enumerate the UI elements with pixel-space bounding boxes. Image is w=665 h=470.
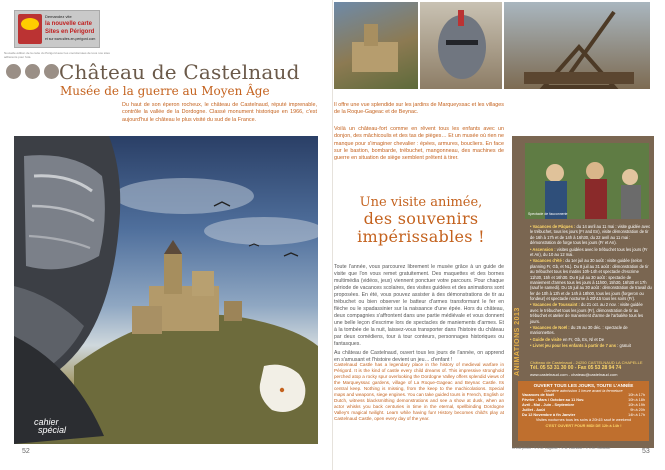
contact-block	[530, 360, 652, 377]
animation-item-text: du 14 avril au 11 mai : visite guidée avec le trébuchet, tous les jours (Fr and En), visite démonstration de tir de 16h à 17h et de 14h à 16h30, du 22 avril au 11 mai : démonstration de forge tous les jours (Fr et An).	[530, 224, 651, 246]
animation-item	[530, 343, 652, 348]
dot	[6, 64, 21, 79]
animation-item-title: • Guide de visite	[530, 336, 562, 342]
castle-armor-photo	[14, 136, 318, 444]
heading-line2: des souvenirs	[363, 209, 479, 229]
animation-item-text: du 1er juil au 30 août : visite guidée (selon planning Fr, Gb, et NL). Du 8 juil au 31 août : démonstration de tir au trébuchet tous les matins 10h-14h et spectacle d'escrime 11h30, 15h et 16h30. Du 8 juil au 30 août : spectacle de maniement d'armes tous les jours à 11h00, 15h30, 16h30 et 17h (sauf le samedi). Du 15 juil au 30 août : démonstration de travail du fer de 10h à 13h et de 14h à 18h00, tous les jours (forgeron ou fondeur) et spectacle nocturne à 20h15 tous les soirs (Fr).	[530, 258, 652, 302]
hours-time: 10h à 17h	[628, 393, 645, 398]
page-title: Château de Castelnaud	[59, 60, 300, 84]
hours-period: Avril - Mai - Juin - Septembre	[522, 403, 575, 408]
animation-item-title: • Vacances de Noël :	[530, 325, 570, 331]
hours-period: Février - Mars / Octobre au 11 Nov.	[522, 398, 585, 403]
animations-vertical-label	[513, 226, 527, 376]
animation-item-text: en Fr, Gb, Es, Nl et De	[561, 336, 605, 342]
trebuchet-photo	[504, 2, 650, 89]
animation-item	[530, 325, 652, 336]
falconry-illustration	[525, 143, 649, 219]
falconry-photo	[525, 143, 649, 219]
heading-line3: impérissables !	[357, 226, 485, 246]
knight-helmet-photo	[420, 2, 502, 89]
castle-description-paragraph: Voilà un château-fort comme en rêvent tous les enfants avec un donjon, des mâchicoulis et des tas de pièges… Et un musée où rien ne manque pour s'imaginer chevalier : épées, armures, boucliers. En face sur le bastion, bombarde, trébuchet, mangonneau, des machines de guerre en situation de siège semblent prêtent à tirer.	[334, 126, 504, 162]
page-number-left: 52	[22, 448, 30, 455]
visit-body-text	[334, 264, 504, 364]
page-number-right: 53	[642, 448, 650, 455]
page-subtitle: Musée de la guerre au Moyen Âge	[60, 84, 270, 98]
hours-time: 9h à 20h	[630, 408, 645, 413]
hours-subtitle: Dernière admission 1 heure avant la fermeture	[544, 388, 623, 393]
ad-line1: Demandez vite	[45, 14, 72, 19]
ad-line4: et sur www.sites-en-perigord.com	[45, 37, 96, 41]
contact-phone[interactable]: Tél. 05 53 31 30 00 - Fax 05 53 28 94 74	[530, 365, 622, 372]
animation-item	[530, 247, 652, 258]
contact-name: Château de Castelnaud - 24250 CASTELNAUD LA CHAPELLE	[530, 360, 643, 365]
dot	[25, 64, 40, 79]
ad-caption: Nouvelle édition de la carte du Périgord avec les coordonnées de tous nos sites adhérents pour l'été.	[4, 51, 110, 59]
photo-credit: Crédit photo : © J.M. Lagarde - © B. Lachaud - © J.M. Rabasse	[512, 446, 611, 450]
hours-period: Juillet - Août	[522, 408, 545, 413]
cahier-special-logo	[34, 418, 66, 434]
knight-helmet-illustration	[420, 2, 502, 89]
hours-table	[518, 393, 649, 418]
cahier-line2: spécial	[38, 425, 67, 436]
castle-aerial-photo	[334, 2, 418, 89]
hours-time: 10h à 19h	[628, 403, 645, 408]
animation-item	[530, 258, 652, 301]
animation-item-text: du 21 oct. au 2 nov. : visite guidée avec le trébuchet tous les jours (Fr), démonstration de tir au trébuchet et atelier de maniement d'arme de l'arbalète tous les jours.	[530, 302, 644, 324]
animation-item-title: • Vacances de Pâques :	[530, 224, 576, 229]
michelin-badge-icon	[21, 18, 39, 30]
animations-list	[530, 224, 652, 350]
section-heading	[346, 196, 496, 245]
dot	[44, 64, 59, 79]
animation-item-title: • Vacances d'été :	[530, 258, 565, 264]
intro-paragraph: Du haut de son éperon rocheux, le château de Castelnaud, réputé imprenable, contrôle la vallée de la Dordogne. Classé monument historique en 1966, c'est aujourd'hui le château le plus visité du sud de la France.	[122, 102, 317, 123]
hours-period: Vacances de Noël	[522, 393, 555, 398]
trebuchet-illustration	[504, 2, 650, 89]
section-dots	[6, 64, 59, 79]
hours-foot: C'EST OUVERT POUR MIDI DE 12h à 14h !	[545, 423, 622, 428]
ad-line3: Sites en Périgord	[45, 29, 95, 35]
heading-line1: Une visite animée,	[359, 195, 483, 210]
hours-time: 10h à 18h	[628, 398, 645, 403]
hours-note: Visites nocturnes tous les soirs à 20h15 sauf le weekend	[535, 418, 632, 423]
animation-item-text: du 26 au 30 déc. : spectacle de marionnettes.	[530, 325, 628, 336]
english-summary: Castelnaud Castle has a legendary place in the history of medieval warfare in Périgord. It is the kind of castle every child dreams of. This impressive stronghold perched atop a rocky spur overlooking the Dordogne Valley offers splendid views of the Marqueyssac gardens, village of La Roque-Gageac and Beynac Castle. Its central keep. Nothing is missing, from the keep to the machicolations. Special maps and weapons, siege engines. You can take guided tours in French, English or Dutch, witness blacksmithing demonstrations and see a show at dusk, when an actor whisks you back centuries in time in the eternal, spellbinding Dordogne Valley's magical twilight. Learn while having fun! History becomes child's play at Castelnaud Castle, open every day of the year.	[334, 362, 504, 421]
contact-web[interactable]: www.castelnaud.com - chateau@castelnaud.com	[530, 371, 618, 377]
castle-aerial-illustration	[334, 2, 418, 89]
gutter	[332, 0, 333, 470]
animation-item-text: : gratuit	[616, 343, 631, 349]
animation-item-title: • Vacances de Toussaint :	[530, 302, 580, 308]
animation-item	[530, 337, 652, 342]
right-intro-paragraph: Il offre une vue splendide sur les jardins de Marqueyssac et les villages de la Roque-Gageac et de Beynac.	[334, 102, 504, 116]
hours-time: 14h à 17h	[628, 413, 645, 418]
animation-item	[530, 224, 652, 246]
falconry-caption: Spectacle de fauconnerie	[528, 212, 568, 216]
body-paragraph: Toute l'année, vous parcourez librement le musée grâce à un guide de visite que l'on vous remet gratuitement. Des maquettes et des bornes multimédia (vidéos, jeux) viennent ponctuer votre parcours. Pour chaque période de vacances scolaires, des visites guidées et des animations sont proposées. En été, vous pouvez assister à des démonstrations de tir au trébuchet ou bien observer le batteur d'armes transformant le fer en flèche ou le spadassinier sur la naissance d'une épée. Hors du château, deux compagnies s'affrontent dans une partie médiévale et vous donnent une belle leçon d'escrime lors de spectacles de maniements d'armes. Et à la tombée de la nuit, laissez-vous transporter dans l'histoire du château par deux comédiens, tour à tour conteurs, personnages historiques ou fantasques.	[334, 264, 504, 348]
animation-item	[530, 302, 652, 324]
body-paragraph-b: Au château de Castelnaud, ouvert tous les jours de l'année, on apprend en s'amusant et l'histoire devient un jeu… d'enfant !	[334, 350, 504, 364]
hours-period: Du 12 Novembre à fin Janvier	[522, 413, 576, 418]
animations-label: ANIMATIONS 2013	[514, 307, 521, 376]
opening-hours-box	[518, 381, 649, 441]
cahier-line1: cahier	[34, 417, 59, 427]
hours-title: OUVERT TOUS LES JOURS, TOUTE L'ANNÉE	[533, 383, 634, 388]
animation-item-title: • Livret jeu pour les enfants à partir de 7 ans	[530, 343, 617, 349]
animation-item-title: • Ascension :	[530, 246, 556, 252]
animation-item-text: visites guidées avec le trébuchet tous les jours (Fr et An), du 10 au 12 mai.	[530, 246, 648, 257]
castle-armor-illustration	[14, 136, 318, 444]
sites-en-perigord-ad[interactable]	[14, 10, 100, 48]
ad-line2: la nouvelle carte	[45, 21, 93, 27]
